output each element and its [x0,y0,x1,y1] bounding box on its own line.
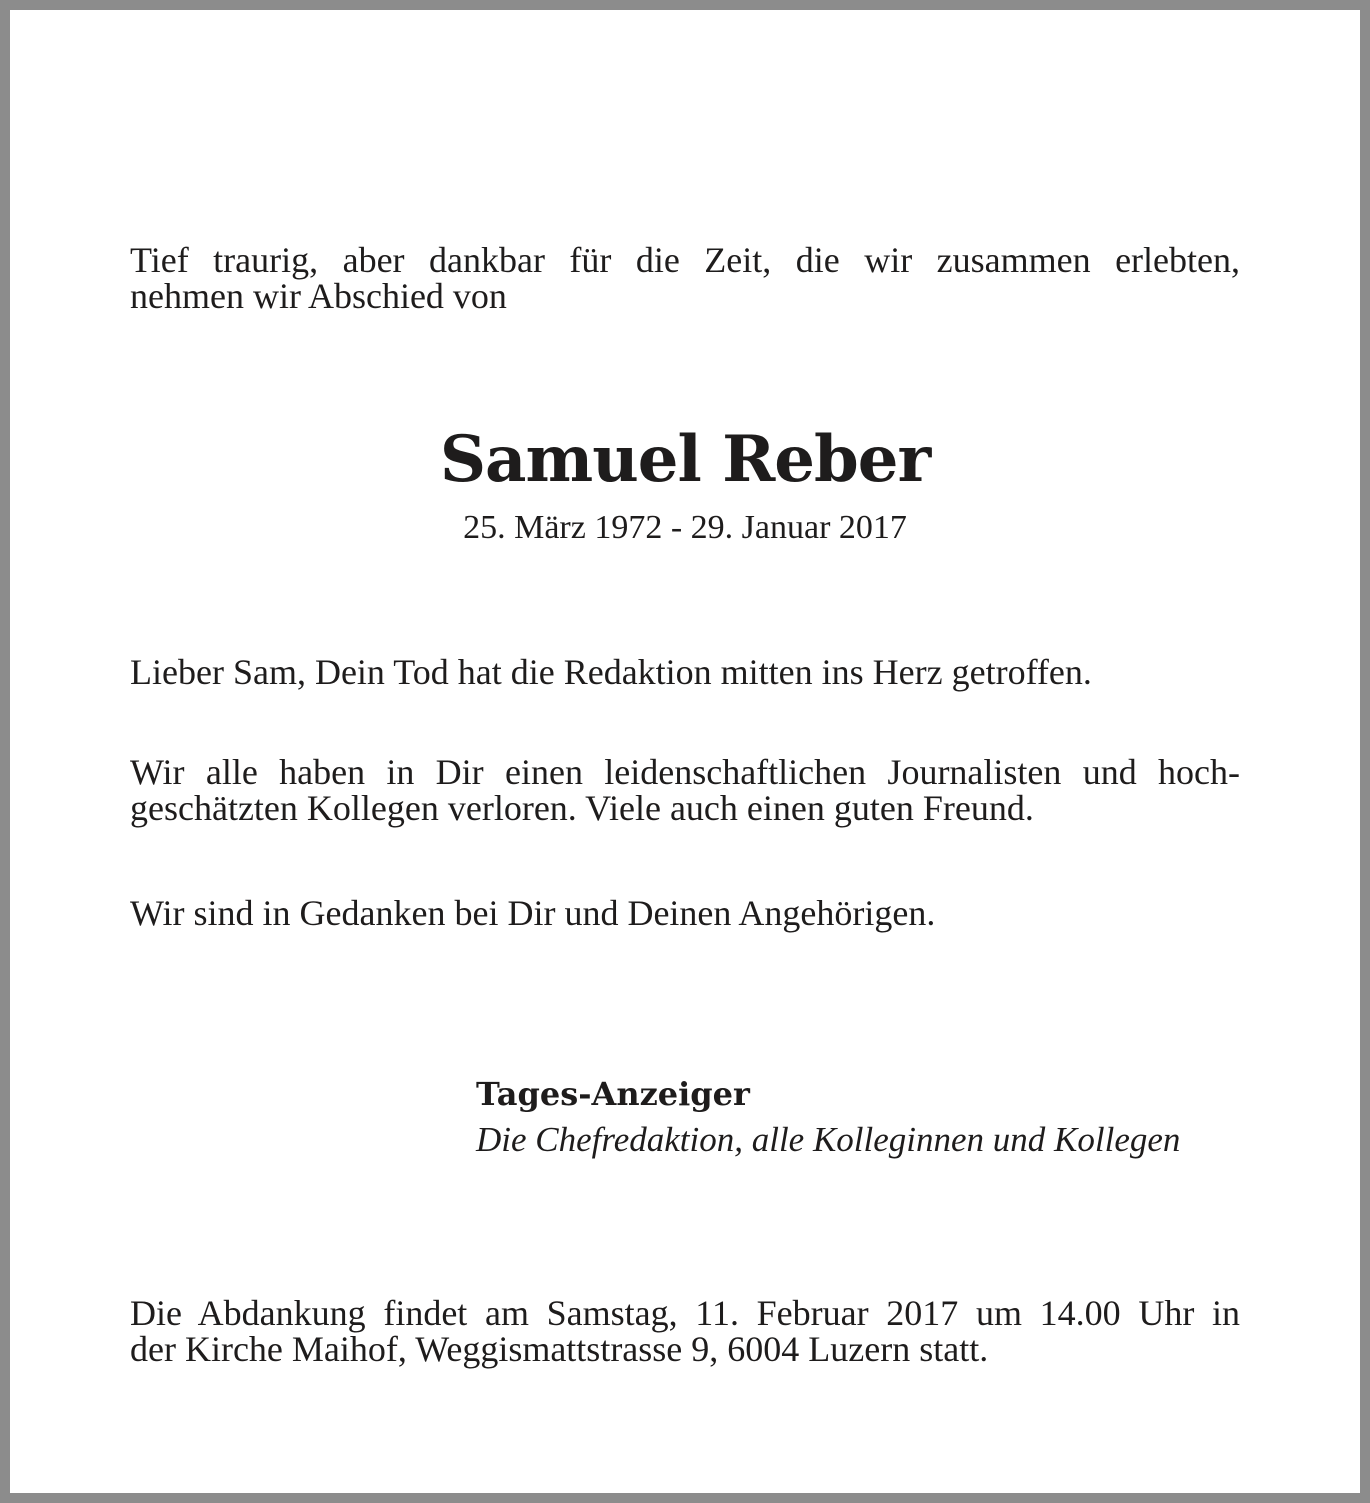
signature-organization: Tages-Anzeiger [476,1075,750,1113]
signature-subtitle: Die Chefredaktion, alle Kolleginnen und Kollegen [476,1120,1181,1159]
intro-line-2: nehmen wir Abschied von [130,276,507,316]
message-paragraph-2-line-2: geschätzten Kollegen verloren. Viele auch einen guten Freund. [130,788,1034,828]
obituary-page [10,10,1360,1493]
service-line-1: Die Abdankung findet am Samstag, 11. Februar 2017 um 14.00 Uhr in [130,1293,1240,1333]
intro-text [130,242,1240,314]
message-paragraph-3: Wir sind in Gedanken bei Dir und Deinen Angehörigen. [130,893,936,933]
service-announcement [130,1295,1240,1367]
message-paragraph-1: Lieber Sam, Dein Tod hat die Redaktion mitten ins Herz getroffen. [130,652,1092,692]
life-dates: 25. März 1972 - 29. Januar 2017 [463,509,907,546]
deceased-name: Samuel Reber [439,422,931,497]
service-line-2: der Kirche Maihof, Weggismattstrasse 9, 6004 Luzern statt. [130,1329,989,1369]
intro-line-1: Tief traurig, aber dankbar für die Zeit, die wir zusammen erlebten, [130,240,1240,280]
message-paragraph-2 [130,754,1240,826]
message-paragraph-2-line-1: Wir alle haben in Dir einen leidenschaftlichen Journalisten und hoch- [130,752,1240,792]
